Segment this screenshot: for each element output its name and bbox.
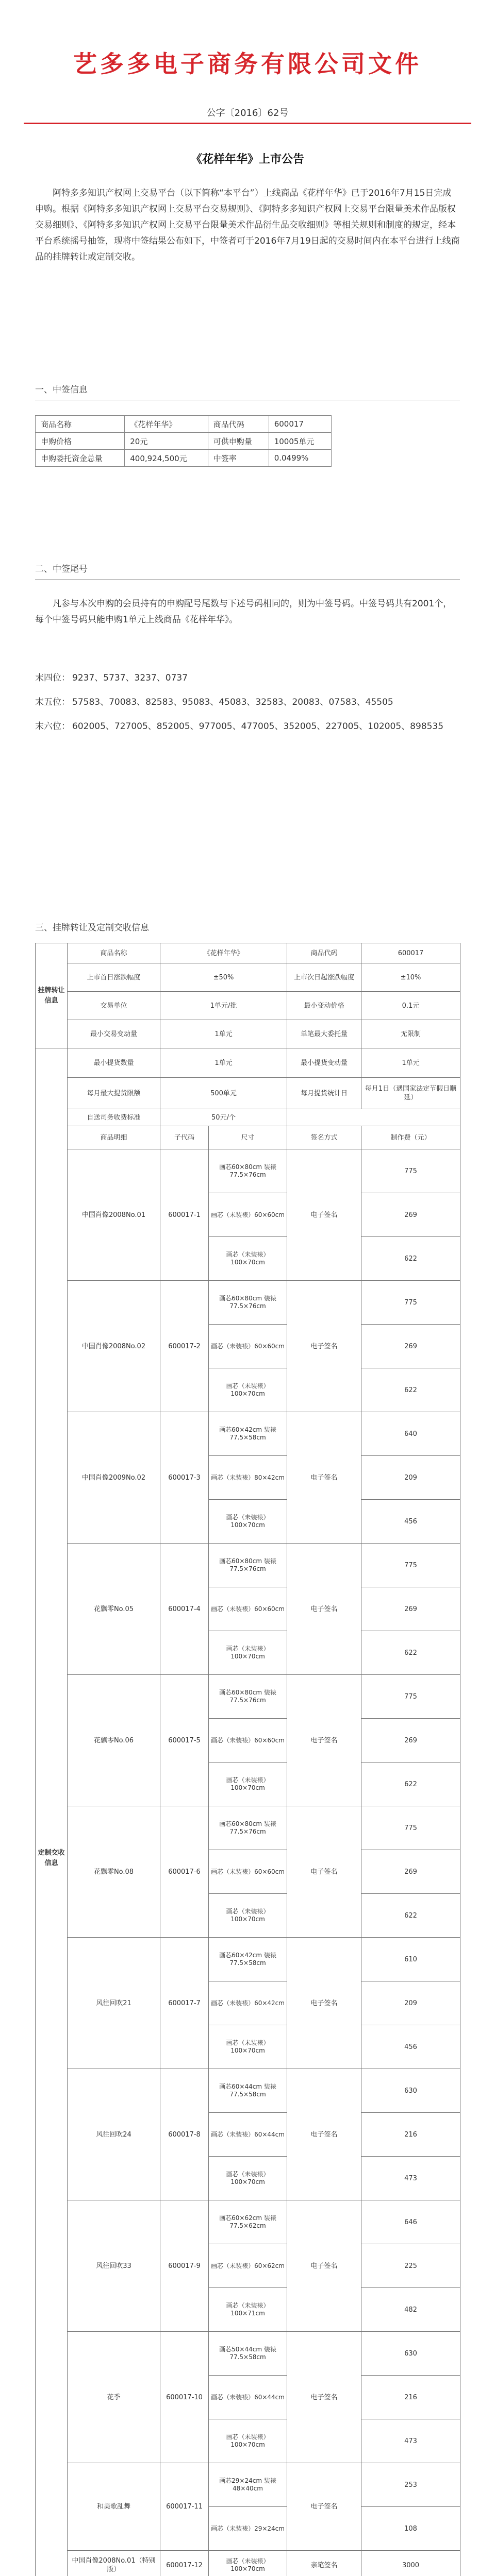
item-size-cell: 画芯（未装裱）29×24cm: [209, 2507, 287, 2551]
item-sign-cell: 电子签名: [287, 1938, 361, 2069]
item-fee-cell: 640: [361, 1412, 460, 1456]
item-size-cell: 画芯（未装裱）60×62cm: [209, 2244, 287, 2288]
item-fee-cell: 622: [361, 1237, 460, 1281]
table-row: [36, 963, 460, 992]
transfer-section-label: 挂牌转让信息: [36, 943, 68, 1048]
item-name-cell: 风往回吹21: [68, 1938, 160, 2069]
item-size-cell: 画芯（未装裱）100×70cm: [209, 1762, 287, 1806]
item-fee-cell: 3000: [361, 2551, 460, 2576]
notice-title: 《花样年华》上市公告: [190, 153, 304, 166]
transfer-field-label: 单笔最大委托量: [287, 1020, 361, 1048]
item-size-cell: 画芯60×80cm 装裱77.5×76cm: [209, 1149, 287, 1193]
item-size-cell: 画芯60×42cm 装裱77.5×58cm: [209, 1412, 287, 1456]
delivery-field-value: 每月1日（遇国家法定节假日顺延）: [361, 1078, 460, 1109]
item-fee-cell: 622: [361, 1368, 460, 1412]
item-sign-cell: 电子签名: [287, 1281, 361, 1412]
table-row: [36, 1020, 460, 1048]
item-fee-cell: 630: [361, 2069, 460, 2113]
winning-number-group: [35, 670, 460, 687]
item-size-cell: 画芯60×42cm 装裱77.5×58cm: [209, 1938, 287, 1981]
item-size-cell: 画芯（未装裱）60×60cm: [209, 1325, 287, 1368]
item-size-cell: 画芯（未装裱）60×42cm: [209, 1981, 287, 2025]
notice-intro-paragraph: 阿特多多知识产权网上交易平台（以下简称“本平台”）上线商品《花样年华》已于2016年7月15日完成申购。根据《阿特多多知识产权网上交易平台交易规则》、《阿特多多知识产权网上交易平台限量美术作品版权交易细则》、《阿特多多知识产权网上交易平台限量美术作品衍生品交收细则》等相关规则和制度的规定，经本平台系统摇号抽签，现将中签结果公布如下，中签者可于2016年7月19日起的交易时间内在本平台进行上线商品的挂牌转让或定制交收。: [35, 188, 460, 262]
column-header: 制作费（元）: [361, 1126, 460, 1149]
item-name-cell: 风往回吹24: [68, 2069, 160, 2200]
item-name-cell: 和美歌乱舞: [68, 2463, 160, 2551]
delivery-field-value: 50元/个: [160, 1109, 287, 1126]
info-label-cell: 申购价格: [36, 433, 125, 450]
delivery-field-label: 最小提货变动量: [287, 1048, 361, 1078]
item-size-cell: 画芯60×80cm 装裱77.5×76cm: [209, 1281, 287, 1325]
item-fee-cell: 775: [361, 1544, 460, 1587]
transfer-field-value: 0.1元: [361, 992, 460, 1020]
table-row: [36, 1281, 460, 1325]
info-label-cell: 可供申购量: [208, 433, 269, 450]
item-fee-cell: 473: [361, 2419, 460, 2463]
empty-cell: [287, 1109, 460, 1126]
delivery-field-value: 1单元: [361, 1048, 460, 1078]
item-size-cell: 画芯（未装裱）60×44cm: [209, 2113, 287, 2157]
table-row: [36, 1806, 460, 1850]
info-value-cell: 400,924,500元: [125, 450, 208, 467]
item-fee-cell: 216: [361, 2376, 460, 2419]
item-code-cell: 600017-3: [160, 1412, 209, 1544]
item-name-cell: 中国肖像2009No.02: [68, 1412, 160, 1544]
item-code-cell: 600017-12: [160, 2551, 209, 2576]
item-name-cell: 花飘零No.05: [68, 1544, 160, 1675]
info-value-cell: 《花样年华》: [125, 416, 208, 433]
transfer-field-value: ±10%: [361, 963, 460, 992]
item-size-cell: 画芯（未装裱）100×70cm: [209, 1631, 287, 1675]
transfer-field-label: 交易单位: [68, 992, 160, 1020]
info-row: [36, 416, 332, 433]
info-value-cell: 20元: [125, 433, 208, 450]
item-size-cell: 画芯（未装裱）60×60cm: [209, 1850, 287, 1894]
item-fee-cell: 775: [361, 1281, 460, 1325]
item-fee-cell: 108: [361, 2507, 460, 2551]
item-size-cell: 画芯60×80cm 装裱77.5×76cm: [209, 1544, 287, 1587]
header-red-rule: [24, 123, 471, 124]
item-sign-cell: 电子签名: [287, 2069, 361, 2200]
delivery-field-label: 每月最大提货限额: [68, 1078, 160, 1109]
item-code-cell: 600017-10: [160, 2332, 209, 2463]
delivery-field-label: 自送司务收费标准: [68, 1109, 160, 1126]
item-sign-cell: 电子签名: [287, 1149, 361, 1281]
item-size-cell: 画芯60×80cm 装裱77.5×76cm: [209, 1806, 287, 1850]
winning-group-numbers: 602005、727005、852005、977005、477005、352005、227005、102005、898535: [72, 721, 444, 732]
info-label-cell: 商品名称: [36, 416, 125, 433]
table-row: [36, 1675, 460, 1719]
item-sign-cell: 亲笔签名: [287, 2551, 361, 2576]
item-fee-cell: 775: [361, 1149, 460, 1193]
item-size-cell: 画芯（未装裱）80×42cm: [209, 1456, 287, 1500]
info-label-cell: 中签率: [208, 450, 269, 467]
item-name-cell: 中国肖像2008No.01（特别版）: [68, 2551, 160, 2576]
item-size-cell: 画芯60×44cm 装裱77.5×58cm: [209, 2069, 287, 2113]
item-size-cell: 画芯50×44cm 装裱77.5×58cm: [209, 2332, 287, 2376]
item-fee-cell: 482: [361, 2288, 460, 2332]
transfer-field-value: 《花样年华》: [160, 943, 287, 963]
winning-group-label: 末六位：: [35, 721, 70, 732]
table-row: [36, 943, 460, 963]
column-header: 尺寸: [209, 1126, 287, 1149]
item-size-cell: 画芯（未装裱）100×70cm: [209, 2025, 287, 2069]
winning-group-label: 末四位：: [35, 673, 70, 683]
item-fee-cell: 622: [361, 1762, 460, 1806]
transfer-field-value: 1单元: [160, 1020, 287, 1048]
item-size-cell: 画芯29×24cm 装裱48×40cm: [209, 2463, 287, 2507]
item-size-cell: 画芯（未装裱）100×70cm: [209, 1237, 287, 1281]
item-fee-cell: 622: [361, 1631, 460, 1675]
info-label-cell: 商品代码: [208, 416, 269, 433]
item-size-cell: 画芯（未装裱）100×70cm: [209, 1500, 287, 1544]
item-name-cell: 花飘零No.06: [68, 1675, 160, 1806]
item-fee-cell: 209: [361, 1981, 460, 2025]
item-size-cell: 画芯（未装裱）60×44cm: [209, 2376, 287, 2419]
item-name-cell: 花飘零No.08: [68, 1806, 160, 1938]
table-row: [36, 2332, 460, 2376]
section-1-heading: 一、中签信息: [35, 385, 88, 395]
table-row: [36, 1149, 460, 1193]
delivery-section-label: 定制交收信息: [36, 1048, 68, 2576]
info-label-cell: 申购委托资金总量: [36, 450, 125, 467]
item-fee-cell: 473: [361, 2157, 460, 2200]
item-fee-cell: 646: [361, 2200, 460, 2244]
transfer-field-value: 600017: [361, 943, 460, 963]
column-header: 签名方式: [287, 1126, 361, 1149]
info-row: [36, 433, 332, 450]
item-size-cell: 画芯（未装裱）60×60cm: [209, 1587, 287, 1631]
item-size-cell: 画芯60×62cm 装裱77.5×62cm: [209, 2200, 287, 2244]
item-name-cell: 中国肖像2008No.02: [68, 1281, 160, 1412]
item-code-cell: 600017-2: [160, 1281, 209, 1412]
item-code-cell: 600017-7: [160, 1938, 209, 2069]
item-size-cell: 画芯（未装裱）100×70cm: [209, 2419, 287, 2463]
transfer-field-value: 1单元/批: [160, 992, 287, 1020]
table-row: [36, 2069, 460, 2113]
item-fee-cell: 456: [361, 1500, 460, 1544]
item-sign-cell: 电子签名: [287, 1544, 361, 1675]
item-size-cell: 画芯60×80cm 装裱77.5×76cm: [209, 1675, 287, 1719]
delivery-field-value: 1单元: [160, 1048, 287, 1078]
delivery-field-label: 最小提货数量: [68, 1048, 160, 1078]
item-fee-cell: 216: [361, 2113, 460, 2157]
table-row: [36, 2463, 460, 2507]
item-code-cell: 600017-8: [160, 2069, 209, 2200]
transfer-field-label: 商品代码: [287, 943, 361, 963]
item-fee-cell: 253: [361, 2463, 460, 2507]
transfer-field-label: 最小变动价格: [287, 992, 361, 1020]
table-row: [36, 2200, 460, 2244]
winning-number-group: [35, 694, 460, 711]
item-name-cell: 风往回吹33: [68, 2200, 160, 2332]
transfer-field-value: 无限制: [361, 1020, 460, 1048]
item-name-cell: 中国肖像2008No.01: [68, 1149, 160, 1281]
info-row: [36, 450, 332, 467]
table-row: [36, 992, 460, 1020]
transfer-field-label: 商品名称: [68, 943, 160, 963]
item-size-cell: 画芯（未装裱）100×70cm: [209, 2157, 287, 2200]
item-code-cell: 600017-11: [160, 2463, 209, 2551]
item-sign-cell: 电子签名: [287, 2463, 361, 2551]
table-row: [36, 1938, 460, 1981]
item-fee-cell: 622: [361, 1894, 460, 1938]
info-value-cell: 10005单元: [269, 433, 331, 450]
table-row: [36, 1078, 460, 1109]
item-fee-cell: 775: [361, 1675, 460, 1719]
table-row: [36, 1109, 460, 1126]
winning-group-numbers: 9237、5737、3237、0737: [72, 673, 188, 683]
info-value-cell: 600017: [269, 416, 331, 433]
winning-group-label: 末五位：: [35, 697, 70, 707]
item-fee-cell: 269: [361, 1850, 460, 1894]
item-fee-cell: 630: [361, 2332, 460, 2376]
section-2-heading: 二、中签尾号: [35, 564, 88, 574]
item-size-cell: 画芯（未装裱）100×70cm: [209, 1368, 287, 1412]
item-size-cell: 画芯（未装裱）100×70cm: [209, 1894, 287, 1938]
item-fee-cell: 269: [361, 1193, 460, 1237]
item-fee-cell: 269: [361, 1587, 460, 1631]
table-row: [36, 1544, 460, 1587]
item-sign-cell: 电子签名: [287, 1412, 361, 1544]
document-number: 公字〔2016〕62号: [206, 108, 289, 118]
item-code-cell: 600017-1: [160, 1149, 209, 1281]
table-row: [36, 1412, 460, 1456]
winning-number-rules: 凡参与本次申购的会员持有的申购配号尾数与下述号码相同的，则为中签号码。中签号码共有2001个，每个中签号码只能申购1单元上线商品《花样年华》。: [35, 599, 452, 625]
item-fee-cell: 269: [361, 1325, 460, 1368]
item-sign-cell: 电子签名: [287, 1675, 361, 1806]
transfer-field-label: 上市首日涨跌幅度: [68, 963, 160, 992]
item-code-cell: 600017-5: [160, 1675, 209, 1806]
delivery-field-value: 500单元: [160, 1078, 287, 1109]
item-size-cell: 画芯（未装裱）100×71cm: [209, 2288, 287, 2332]
table-row: [36, 1126, 460, 1149]
table-row: [36, 1048, 460, 1078]
item-size-cell: 画芯（未装裱）60×60cm: [209, 1193, 287, 1237]
column-header: 子代码: [160, 1126, 209, 1149]
subscription-info-table: [35, 415, 332, 467]
item-fee-cell: 775: [361, 1806, 460, 1850]
item-fee-cell: 209: [361, 1456, 460, 1500]
item-code-cell: 600017-4: [160, 1544, 209, 1675]
item-size-cell: 画芯（未装裱）100×70cm: [209, 2551, 287, 2576]
item-fee-cell: 610: [361, 1938, 460, 1981]
winning-number-list: [35, 670, 460, 742]
transfer-delivery-table: [35, 943, 460, 2576]
item-sign-cell: 电子签名: [287, 1806, 361, 1938]
section-3-heading: 三、挂牌转让及定制交收信息: [35, 923, 149, 933]
document-header-title: 艺多多电子商务有限公司文件: [73, 50, 422, 78]
transfer-field-label: 上市次日起涨跌幅度: [287, 963, 361, 992]
transfer-field-value: ±50%: [160, 963, 287, 992]
item-fee-cell: 225: [361, 2244, 460, 2288]
item-code-cell: 600017-6: [160, 1806, 209, 1938]
transfer-field-label: 最小交易变动量: [68, 1020, 160, 1048]
item-code-cell: 600017-9: [160, 2200, 209, 2332]
item-name-cell: 花季: [68, 2332, 160, 2463]
winning-group-numbers: 57583、70083、82583、95083、45083、32583、20083、07583、45505: [72, 697, 393, 707]
section-2-rule: [35, 579, 460, 580]
item-sign-cell: 电子签名: [287, 2332, 361, 2463]
item-size-cell: 画芯（未装裱）60×60cm: [209, 1719, 287, 1762]
item-fee-cell: 456: [361, 2025, 460, 2069]
column-header: 商品明细: [68, 1126, 160, 1149]
delivery-field-label: 每月提货统计日: [287, 1078, 361, 1109]
item-sign-cell: 电子签名: [287, 2200, 361, 2332]
winning-number-group: [35, 718, 460, 735]
item-fee-cell: 269: [361, 1719, 460, 1762]
table-row: [36, 2551, 460, 2576]
info-value-cell: 0.0499%: [269, 450, 331, 467]
